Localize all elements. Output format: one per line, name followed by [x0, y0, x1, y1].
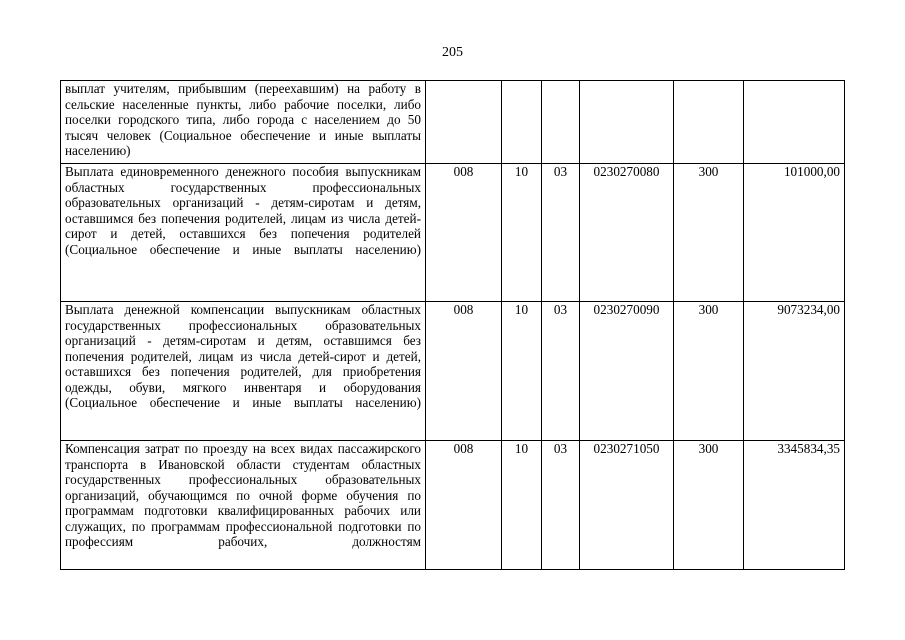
amount: [744, 81, 845, 164]
table-row: [61, 441, 845, 570]
subsection-code: [542, 81, 580, 164]
table-row: [61, 81, 845, 164]
subsection-code: 03: [542, 164, 580, 302]
section-code: 10: [502, 164, 542, 302]
row-description: Компенсация затрат по проезду на всех видах пассажирского транспорта в Ивановской области студентам областных государственных профессиональных образовательных организаций, обучающимся по очной форме обучения по программам подготовки квалифицированных рабочих или служащих, по программам профессиональной подготовки по профессиям рабочих, должностям: [61, 441, 426, 570]
row-description: Выплата денежной компенсации выпускникам областных государственных профессиональных образовательных организаций - детям-сиротам и детям, оставшимся без попечения родителей, лицам из числа детей-сирот и детей, оставшихся без попечения родителей, для приобретения одежды, обуви, мягкого инвентаря и оборудования (Социальное обеспечение и иные выплаты населению): [61, 302, 426, 441]
ministry-code: 008: [426, 302, 502, 441]
subsection-code: 03: [542, 441, 580, 570]
row-description: Выплата единовременного денежного пособия выпускникам областных государственных профессиональных образовательных организаций - детям-сиротам и детям, оставшимся без попечения родителей, лицам из числа детей-сирот и детей, оставшихся без попечения родителей (Социальное обеспечение и иные выплаты населению): [61, 164, 426, 302]
ministry-code: [426, 81, 502, 164]
expense-type-code: 300: [674, 164, 744, 302]
subsection-code: 03: [542, 302, 580, 441]
section-code: 10: [502, 302, 542, 441]
page-number: 205: [442, 45, 463, 60]
table-row: [61, 164, 845, 302]
expense-type-code: 300: [674, 441, 744, 570]
budget-table: [60, 80, 845, 570]
section-code: [502, 81, 542, 164]
row-description: выплат учителям, прибывшим (переехавшим) на работу в сельские населенные пункты, либо рабочие поселки, либо поселки городского типа, либо города с населением до 50 тысяч человек (Социальное обеспечение и иные выплаты населению): [61, 81, 426, 164]
section-code: 10: [502, 441, 542, 570]
target-article-code: [580, 81, 674, 164]
ministry-code: 008: [426, 441, 502, 570]
target-article-code: 0230270090: [580, 302, 674, 441]
expense-type-code: [674, 81, 744, 164]
target-article-code: 0230270080: [580, 164, 674, 302]
amount: 3345834,35: [744, 441, 845, 570]
table-row: [61, 302, 845, 441]
target-article-code: 0230271050: [580, 441, 674, 570]
ministry-code: 008: [426, 164, 502, 302]
amount: 9073234,00: [744, 302, 845, 441]
amount: 101000,00: [744, 164, 845, 302]
expense-type-code: 300: [674, 302, 744, 441]
